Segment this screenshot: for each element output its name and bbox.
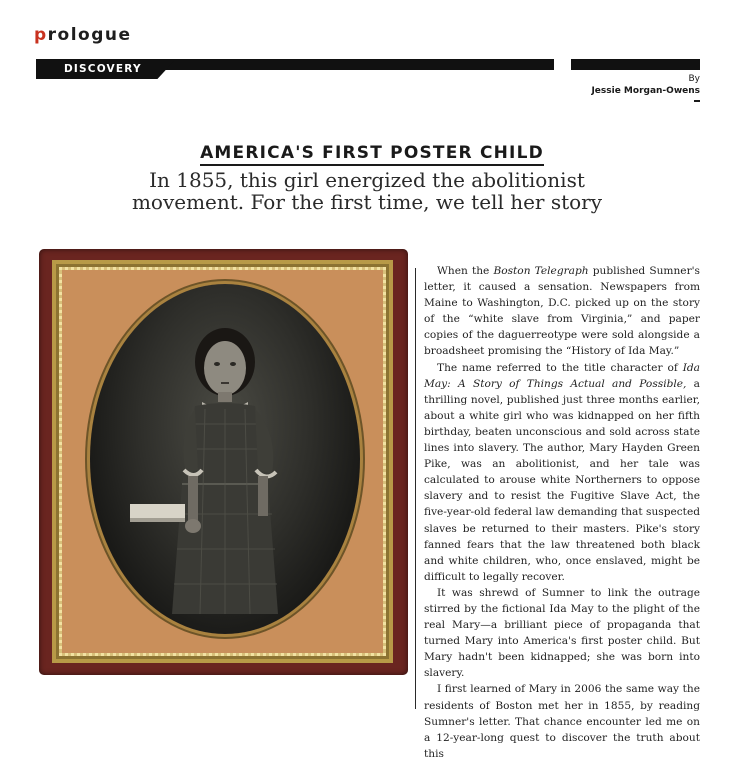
byline <box>591 73 700 102</box>
body-paragraph: When the Boston Telegraph published Sumner's letter, it caused a sensation. Newspapers from Maine to Washington, D.C. picked up on the story of the “white slave from Virginia,” and paper copies of the daguerreotype were sold alongside a broadsheet promising the “History of Ida May.” <box>424 265 700 358</box>
magazine-logo: prologue <box>34 25 132 45</box>
deck-line-1: In 1855, this girl energized the abolitionist <box>149 168 585 192</box>
article-deck <box>0 169 734 213</box>
section-label: DISCOVERY <box>64 63 142 75</box>
photo-mat <box>52 260 393 663</box>
byline-author: Jessie Morgan-Owens <box>591 86 700 96</box>
byline-dash <box>694 100 700 102</box>
header-band-right <box>571 59 700 70</box>
column-rule <box>415 268 416 709</box>
byline-by: By <box>688 74 700 84</box>
daguerreotype-photo <box>39 249 408 675</box>
girl-portrait-figure <box>90 284 360 634</box>
body-paragraph: I first learned of Mary in 2006 the same way the residents of Boston met her in 1855, by reading Sumner's letter. That chance encounter led me on a 12-year-long quest to discover the truth about this <box>424 683 700 760</box>
body-paragraph: The name referred to the title character of Ida May: A Story of Things Actual and Possible, a thrilling novel, published just three months earlier, about a white girl who was kidnapped on her fifth birthday, beaten unconscious and sold across state lines into slavery. The author, Mary Hayden Green Pike, was an abolitionist, and her tale was calculated to arouse white Northerners to oppose slavery and to resist the Fugitive Slave Act, the five-year-old federal law demanding that suspected slaves be returned to their masters. Pike's story fanned fears that the law threatened both black and white children, who, once enslaved, might be difficult to legally recover. <box>424 361 700 583</box>
deck-line-2: movement. For the first time, we tell her story <box>131 190 603 214</box>
article-body <box>424 263 700 762</box>
portrait-oval <box>90 284 360 634</box>
body-paragraph: It was shrewd of Sumner to link the outrage stirred by the fictional Ida May to the plight of the real Mary—a brilliant piece of propaganda that turned Mary into America's first poster child. But Mary hadn't been kidnapped; she was born into slavery. <box>424 586 700 680</box>
article-headline: AMERICA'S FIRST POSTER CHILD <box>0 143 744 163</box>
